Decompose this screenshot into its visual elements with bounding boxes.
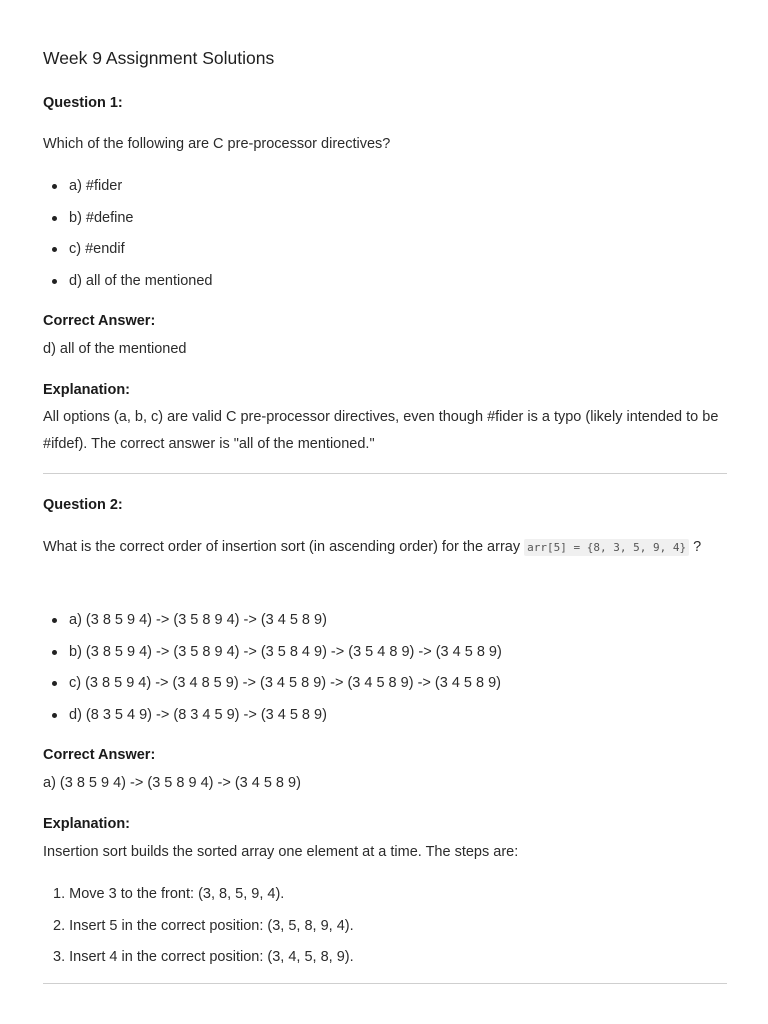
list-item: c) #endif: [43, 239, 212, 271]
question-2-explanation: Insertion sort builds the sorted array one element at a time. The steps are:: [43, 844, 519, 860]
question-1-answer: d) all of the mentioned: [43, 341, 187, 357]
list-item: 1. Move 3 to the front: (3, 8, 5, 9, 4).: [53, 886, 285, 902]
question-1-explanation-heading: Explanation:: [43, 382, 131, 398]
list-item: a) #fider: [43, 176, 212, 208]
list-item: 3. Insert 4 in the correct position: (3, 4, 5, 8, 9).: [53, 949, 354, 965]
list-item: d) all of the mentioned: [43, 271, 212, 303]
array-code: arr[5] = {8, 3, 5, 9, 4}: [524, 539, 689, 556]
page-title: Week 9 Assignment Solutions: [43, 48, 275, 68]
question-1-explanation: All options (a, b, c) are valid C pre-processor directives, even though #fider is a typo (likely intended to be #ifdef). The correct answer is "all of the mentioned.": [43, 409, 719, 452]
question-1-answer-heading: Correct Answer:: [43, 313, 156, 329]
question-1-text: Which of the following are C pre-processor directives?: [43, 136, 391, 152]
question-1-heading: Question 1:: [43, 95, 123, 111]
divider: [43, 473, 727, 474]
question-2-prefix: What is the correct order of insertion sort (in ascending order) for the array: [43, 539, 525, 555]
question-2-answer-heading: Correct Answer:: [43, 747, 156, 763]
question-2-answer: a) (3 8 5 9 4) -> (3 5 8 9 4) -> (3 4 5 8 9): [43, 775, 301, 791]
list-item: d) (8 3 5 4 9) -> (8 3 4 5 9) -> (3 4 5 8 9): [43, 705, 502, 737]
question-2-suffix: ?: [693, 539, 702, 555]
question-1-options: [43, 176, 212, 303]
list-item: a) (3 8 5 9 4) -> (3 5 8 9 4) -> (3 4 5 8 9): [43, 610, 502, 642]
question-2-explanation-heading: Explanation:: [43, 816, 131, 832]
list-item: b) #define: [43, 208, 212, 240]
question-2-text: [43, 534, 727, 561]
list-item: 2. Insert 5 in the correct position: (3, 5, 8, 9, 4).: [53, 917, 354, 934]
question-2-options: [43, 610, 502, 737]
list-item: b) (3 8 5 9 4) -> (3 5 8 9 4) -> (3 5 8 4 9) -> (3 5 4 8 9) -> (3 4 5 8 9): [43, 642, 502, 674]
divider: [43, 983, 727, 984]
question-2-heading: Question 2:: [43, 497, 123, 513]
list-item: c) (3 8 5 9 4) -> (3 4 8 5 9) -> (3 4 5 8 9) -> (3 4 5 8 9) -> (3 4 5 8 9): [43, 673, 502, 705]
explanation-steps: [43, 884, 354, 979]
